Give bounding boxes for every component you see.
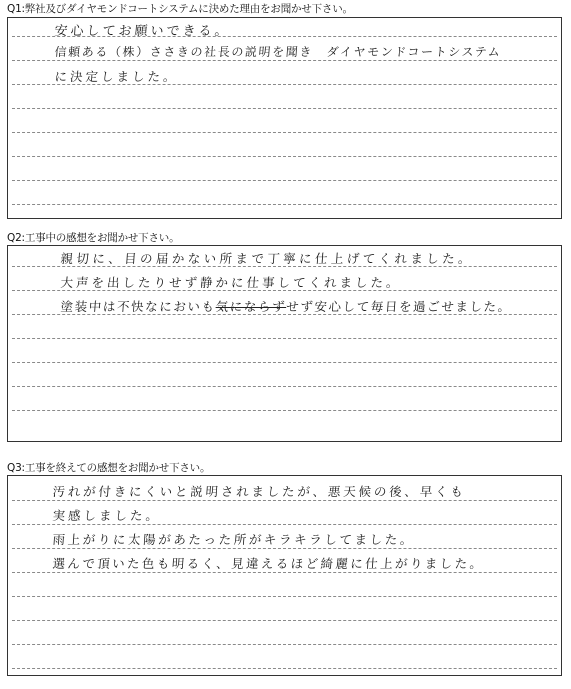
ruled-line (12, 524, 557, 525)
answer-3-line-3: 雨上がりに太陽があたった所がキラキラしてました。 (52, 532, 416, 547)
answer-2-line-1: 親切に、目の届かない所まで丁寧に仕上げてくれました。 (60, 251, 475, 266)
ruled-line (12, 204, 557, 205)
answer-3-box[interactable] (7, 475, 562, 676)
answer-2-line-3-part-b: せず安心して毎日を過ごせました。 (285, 299, 513, 314)
ruled-line (12, 362, 557, 363)
ruled-line (12, 620, 557, 621)
ruled-line (12, 500, 557, 501)
ruled-line (12, 180, 557, 181)
ruled-line (12, 572, 557, 573)
answer-3-line-1: 汚れが付きにくいと説明されましたが、悪天候の後、早くも (52, 484, 467, 499)
ruled-line (12, 108, 557, 109)
answer-1-line-2: 信頼ある（株）ささきの社長の説明を聞き ダイヤモンドコートシステム (54, 45, 502, 59)
answer-2-box[interactable] (7, 245, 562, 442)
answer-3-line-4: 選んで頂いた色も明るく、見違えるほど綺麗に仕上がりました。 (52, 556, 485, 571)
answer-1-line-3: に決定しました。 (54, 69, 180, 84)
answer-2-line-3-part-a: 塗装中は不快なにおいも (60, 299, 217, 314)
ruled-line (12, 338, 557, 339)
ruled-line (12, 644, 557, 645)
ruled-line (12, 410, 557, 411)
answer-1-box[interactable] (7, 17, 562, 219)
answer-3-line-2: 実感しました。 (52, 508, 162, 523)
ruled-line (12, 596, 557, 597)
ruled-line (12, 60, 557, 61)
ruled-line (12, 156, 557, 157)
ruled-line (12, 548, 557, 549)
answer-1-line-1: 安心してお願いできる。 (54, 24, 232, 39)
question-1-label: Q1:弊社及びダイヤモンドコートシステムに決めた理由をお聞かせ下さい。 (7, 3, 353, 15)
ruled-line (12, 668, 557, 669)
struck-text: 気にならず (215, 299, 287, 314)
question-3-label: Q3:工事を終えての感想をお聞かせ下さい。 (7, 462, 211, 474)
answer-2-line-2: 大声を出したりせず静かに仕事してくれました。 (60, 275, 403, 290)
ruled-line (12, 386, 557, 387)
ruled-line (12, 132, 557, 133)
answer-2-line-3 (60, 297, 512, 315)
question-2-label: Q2:工事中の感想をお聞かせ下さい。 (7, 232, 180, 244)
